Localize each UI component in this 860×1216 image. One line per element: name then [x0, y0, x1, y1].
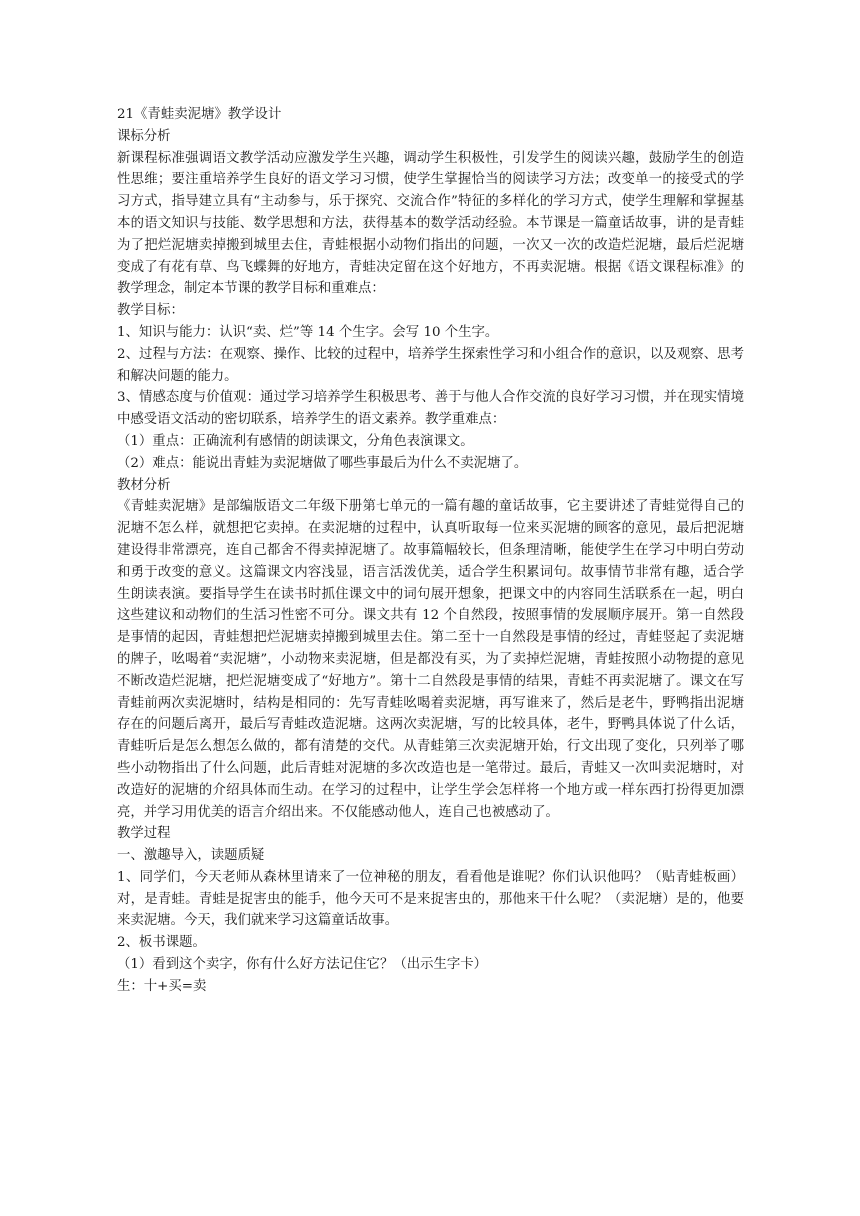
- goal-item-1: 1、知识与能力：认识“卖、烂”等 14 个生字。会写 10 个生字。: [117, 324, 499, 340]
- step-1-text: 1、同学们，今天老师从森林里请来了一位神秘的朋友，看看他是谁呢？你们认识他吗？（贴青蛙板画）对，是青蛙。青蛙是捉害虫的能手，他今天可不是来捉害虫的，那他来干什么呢？（卖泥塘）是的，他要来卖泥塘。今天，我们就来学习这篇童话故事。: [117, 869, 744, 929]
- step-2-answer-1: 生：十+买=卖: [117, 978, 207, 994]
- step-1-title: 一、激趣导入，读题质疑: [117, 848, 265, 864]
- section-heading-curriculum: 课标分析: [117, 128, 171, 144]
- paragraph-curriculum: 新课程标准强调语文教学活动应激发学生兴趣，调动学生积极性，引发学生的阅读兴趣，鼓励学生的创造性思维；要注重培养学生良好的语文学习习惯，使学生掌握恰当的阅读学习方法；改变单一的接受式的学习方式，指导建立具有“主动参与，乐于探究、交流合作”特征的多样化的学习方式，使学生理解和掌握基本的语文知识与技能、数学思想和方法，获得基本的数学活动经验。本节课是一篇童话故事，讲的是青蛙为了把烂泥塘卖掉搬到城里去住，青蛙根据小动物们指出的问题，一次又一次的改造烂泥塘，最后烂泥塘变成了有花有草、鸟飞蝶舞的好地方，青蛙决定留在这个好地方，不再卖泥塘。根据《语文课程标准》的教学理念，制定本节课的教学目标和重难点：: [117, 150, 744, 297]
- goal-item-3: 3、情感态度与价值观：通过学习培养学生积极思考、善于与他人合作交流的良好学习习惯，并在现实情境中感受语文活动的密切联系，培养学生的语文素养。教学重难点：: [117, 390, 744, 428]
- step-2-question-1: （1）看到这个卖字，你有什么好方法记住它？（出示生字卡）: [117, 957, 488, 973]
- paragraph-material: 《青蛙卖泥塘》是部编版语文二年级下册第七单元的一篇有趣的童话故事，它主要讲述了青蛙觉得自己的泥塘不怎么样，就想把它卖掉。在卖泥塘的过程中，认真听取每一位来买泥塘的顾客的意见，最后把泥塘建设得非常漂亮，连自己都舍不得卖掉泥塘了。故事篇幅较长，但条理清晰，能使学生在学习中明白劳动和勇于改变的意义。这篇课文内容浅显，语言活泼优美，适合学生积累词句。故事情节非常有趣，适合学生朗读表演。要指导学生在读书时抓住课文中的词句展开想象，把课文中的内容同生活联系在一起，明白这些建议和动物们的生活习性密不可分。课文共有 12 个自然段，按照事情的发展顺序展开。第一自然段是事情的起因，青蛙想把烂泥塘卖掉搬到城里去住。第二至十一自然段是事情的经过，青蛙竖起了卖泥塘的牌子，吆喝着“卖泥塘”，小动物来卖泥塘，但是都没有买，为了卖掉烂泥塘，青蛙按照小动物提的意见不断改造烂泥塘，把烂泥塘变成了“好地方”。第十二自然段是事情的结果，青蛙不再卖泥塘了。课文在写青蛙前两次卖泥塘时，结构是相同的：先写青蛙吆喝着卖泥塘，再写谁来了，然后是老牛，野鸭指出泥塘存在的问题后离开，最后写青蛙改造泥塘。这两次卖泥塘，写的比较具体，老牛，野鸭具体说了什么话，青蛙听后是怎么想怎么做的，都有清楚的交代。从青蛙第三次卖泥塘开始，行文出现了变化，只列举了哪些小动物指出了什么问题，此后青蛙对泥塘的多次改造也是一笔带过。最后，青蛙又一次叫卖泥塘时，对改造好的泥塘的介绍具体而生动。在学习的过程中，让学生学会怎样将一个地方或一样东西打扮得更加漂亮，并学习用优美的语言介绍出来。不仅能感动他人，连自己也被感动了。: [117, 499, 744, 820]
- key-point: （1）重点：正确流利有感情的朗读课文，分角色表演课文。: [117, 433, 474, 449]
- section-heading-process: 教学过程: [117, 826, 171, 842]
- document-title: 21《青蛙卖泥塘》教学设计: [117, 107, 282, 122]
- step-2-title: 2、板书课题。: [117, 935, 206, 951]
- difficult-point: （2）难点：能说出青蛙为卖泥塘做了哪些事最后为什么不卖泥塘了。: [117, 455, 528, 471]
- goal-item-2: 2、过程与方法：在观察、操作、比较的过程中，培养学生探索性学习和小组合作的意识，以及观察、思考和解决问题的能力。: [117, 346, 744, 384]
- section-heading-goals: 教学目标：: [117, 303, 184, 319]
- section-heading-material: 教材分析: [117, 477, 171, 493]
- document-body: [117, 104, 744, 998]
